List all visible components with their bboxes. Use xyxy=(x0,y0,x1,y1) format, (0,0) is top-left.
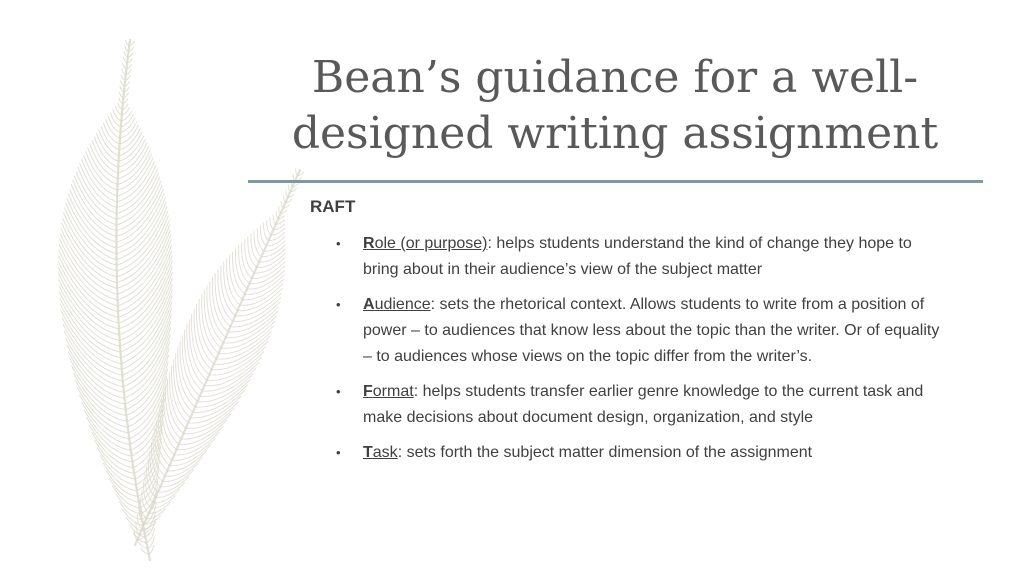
bullet-icon: • xyxy=(336,445,341,460)
term-role: Role (or purpose) xyxy=(363,235,488,252)
list-item-audience xyxy=(336,292,946,370)
list-item-role xyxy=(336,231,946,283)
description-task: : sets forth the subject matter dimension of the assignment xyxy=(397,444,813,461)
bullet-icon: • xyxy=(336,297,341,312)
section-heading: RAFT xyxy=(310,197,356,216)
term-task: Task xyxy=(363,444,398,461)
slide-title: Bean’s guidance for a well-designed writing assignment xyxy=(291,52,939,159)
description-role: : helps students understand the kind of change they hope to bring about in their audience’s view of the subject matter xyxy=(363,235,912,278)
bullet-icon: • xyxy=(336,384,341,399)
description-format: : helps students transfer earlier genre knowledge to the current task and make decisions about document design, organization, and style xyxy=(363,383,924,426)
raft-list xyxy=(336,231,946,475)
list-item-format xyxy=(336,379,946,431)
list-item-task xyxy=(336,440,946,466)
bullet-icon: • xyxy=(336,236,341,251)
description-audience: : sets the rhetorical context. Allows students to write from a position of power – to audiences that know less about the topic than the writer. Or of equality – to audiences whose views on the topic differ from the writer’s. xyxy=(363,296,940,365)
term-format: Format xyxy=(363,383,414,400)
term-audience: Audience xyxy=(363,296,431,313)
title-divider xyxy=(248,180,983,183)
